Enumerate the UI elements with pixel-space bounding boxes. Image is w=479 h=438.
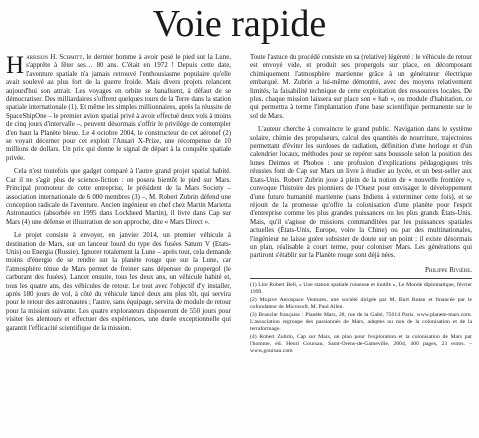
footnotes-divider: [250, 278, 472, 279]
author-signature: Philippe Rivière.: [424, 265, 472, 274]
intro-paragraph-text: , le dernier homme à avoir posé le pied sur la Lune, s'apprête à fêter ses… 80 ans. C'était en 1972 ! Depuis cette date, l'aventure spatiale n'a jamais retrouvé l'enthousiasme populaire qu'elle avait soulevé au plus fort de la guerre froide. Mais divers projets relancent aujourd'hui son attrait. Les voyages en orbite se banalisent, à défaut de se démocratiser. Des milliardaires s'offrent quelques tours de la Terre dans la station spatiale internationale (1). Et même les simples millionnaires, après la réussite de SpaceShipOne – le premier avion spatial privé à avoir effectué deux vols à moins de cinq jours d'intervalle –, peuvent désormais s'offrir le privilège de contempler d'en haut la Planète bleue. Le 4 octobre 2004, le constructeur de cet aéronef (2) se voyait décerner pour cet exploit l'Ansari X-Prize, une récompense de 10 millions de dollars. Un prix qui donne le signal de départ à la conquête spatiale privée.: [6, 54, 231, 162]
footnote: (4) Robert Zubrin, Cap sur Mars, un plan pour l'exploration et la colonisation de Mars par l'homme, éd. Henri Goursau, Saint-Orens-de-Gameville, 2004, 400 pages, 23 euros. – www.goursau.com: [250, 334, 472, 355]
drop-cap: H: [6, 54, 25, 79]
body-paragraph: Le projet consiste à envoyer, en janvier 2014, un premier véhicule à destination de Mars, sur un lanceur lourd du type des fusées Saturn V (Etats-Unis) ou Energia (Russie). Ignorer totalement la Lune – après tout, cela demande moins d'énergie de se rendre sur la planète rouge que sur la Lune, car l'atmosphère ténue de Mars permet de freiner sans dépenser de propergol (le carburant des fusées). Lancer ensuite, tous les deux ans, un véhicule habité et, tous les quatre ans, des véhicules de retour. Le tout avec l'objectif d'y installer, après 180 jours de vol, à côté du véhicule lancé deux ans plus tôt, qui servira pour le retour des astronautes ; l'autre, sans équipage, servira de module de retour pour la mission suivante. Les quatre explorateurs disposeront de 550 jours pour visiter les alentours et effectuer des expériences, une durée exceptionnelle qui garantit l'efficacité scientifique de la mission.: [6, 232, 231, 332]
body-paragraph: L'auteur cherche à convaincre le grand public. Navigation dans le système solaire, chimie des propulseurs, calcul des quantités de nourriture, trajectoires permettant d'éviter les surdoses de radiation, définition d'une horloge et d'un calendrier locaux, méthodes pour se repérer sans boussole selon la position des lunes Deimos et Phobos : une profusion d'explications pédagogiques très réussies font de Cap sur Mars un livre à étudier au lycée, et un best-seller aux Etats-Unis. Robert Zubrin joue à plein de la notion de « nouvelle frontière », convoque l'histoire des pionniers de l'Ouest pour envisager le développement d'une future humanité martienne (sans Indiens à exterminer cette fois), et se réjouit de la promesse qu'offre la colonisation d'une planète pour l'esprit d'entreprise comme les plus grandes puissances ou les plus grands États-Unis. Mais, qu'il s'agisse de missions commanditées par les puissances spatiales actuelles (États-Unis, Europe, voire la Chine) ou par des multinationales, l'ingénieur ne laisse guère subsister de doute sur un point : il existe désormais un plan, réalisable à court terme, pour coloniser Mars. Les générations qui partiront s'établir sur la Planète rouge sont déjà nées.: [250, 126, 472, 260]
article-title: Voie rapide: [152, 3, 327, 45]
footnote: (2) Mojave Aerospace Ventures, une société dirigée par M. Burt Rutan et financée par le cofondateur de Microsoft, M. Paul Allen.: [250, 297, 472, 311]
author-name: arrison H. Schmitt: [26, 54, 83, 61]
body-paragraph: Cela n'est toutefois que gadget comparé à l'autre grand projet spatial habité. Car il ne s'agit plus de science-fiction : on posera bientôt le pied sur Mars. Principal promoteur de cette entreprise, le président de la Mars Society – association internationale de 6 000 membres (3) –, M. Robert Zubrin défend une conception radicale de l'aventure. Ancien ingénieur en chef chez Martin Marietta Astronautics (absorbée en 1995 dans Lockheed Martin), il livre dans Cap sur Mars (4) une défense et illustration de son approche, dite « Mars Direct ».: [6, 168, 231, 226]
footnotes: [250, 282, 472, 355]
footnote: (1) Lire Robert Bell, « Une station spatiale ruineuse et inutile », Le Monde diplomatique, février 1999.: [250, 282, 472, 296]
article-column-left: [6, 54, 231, 434]
footnote: (3) Branche française : Planète Mars, 28, rue de la Gaîté, 75014 Paris. www.planete-mars.com. L'association regroupe des passionnés de Mars, adeptes ou non de la colonisation et de la terraformage.: [250, 312, 472, 333]
intro-paragraph: [6, 54, 231, 163]
article-column-right: [250, 54, 472, 434]
body-paragraph: Toute l'astuce du procédé consiste en sa (relative) légèreté : le véhicule de retour est envoyé vide, et produit ses propergols sur place, en décomposant chimiquement l'atmosphère martienne grâce à un générateur électrique embarqué. M. Zubrin a lui-même démontré, avec des moyens relativement limités, la faisabilité technique de cette exploitation des ressources locales. De plus, chaque mission laissera sur place son « hab », ou module d'habitation, ce qui permettra à terme l'implantation d'une base scientifique permanente sur le sol de Mars.: [250, 54, 472, 120]
